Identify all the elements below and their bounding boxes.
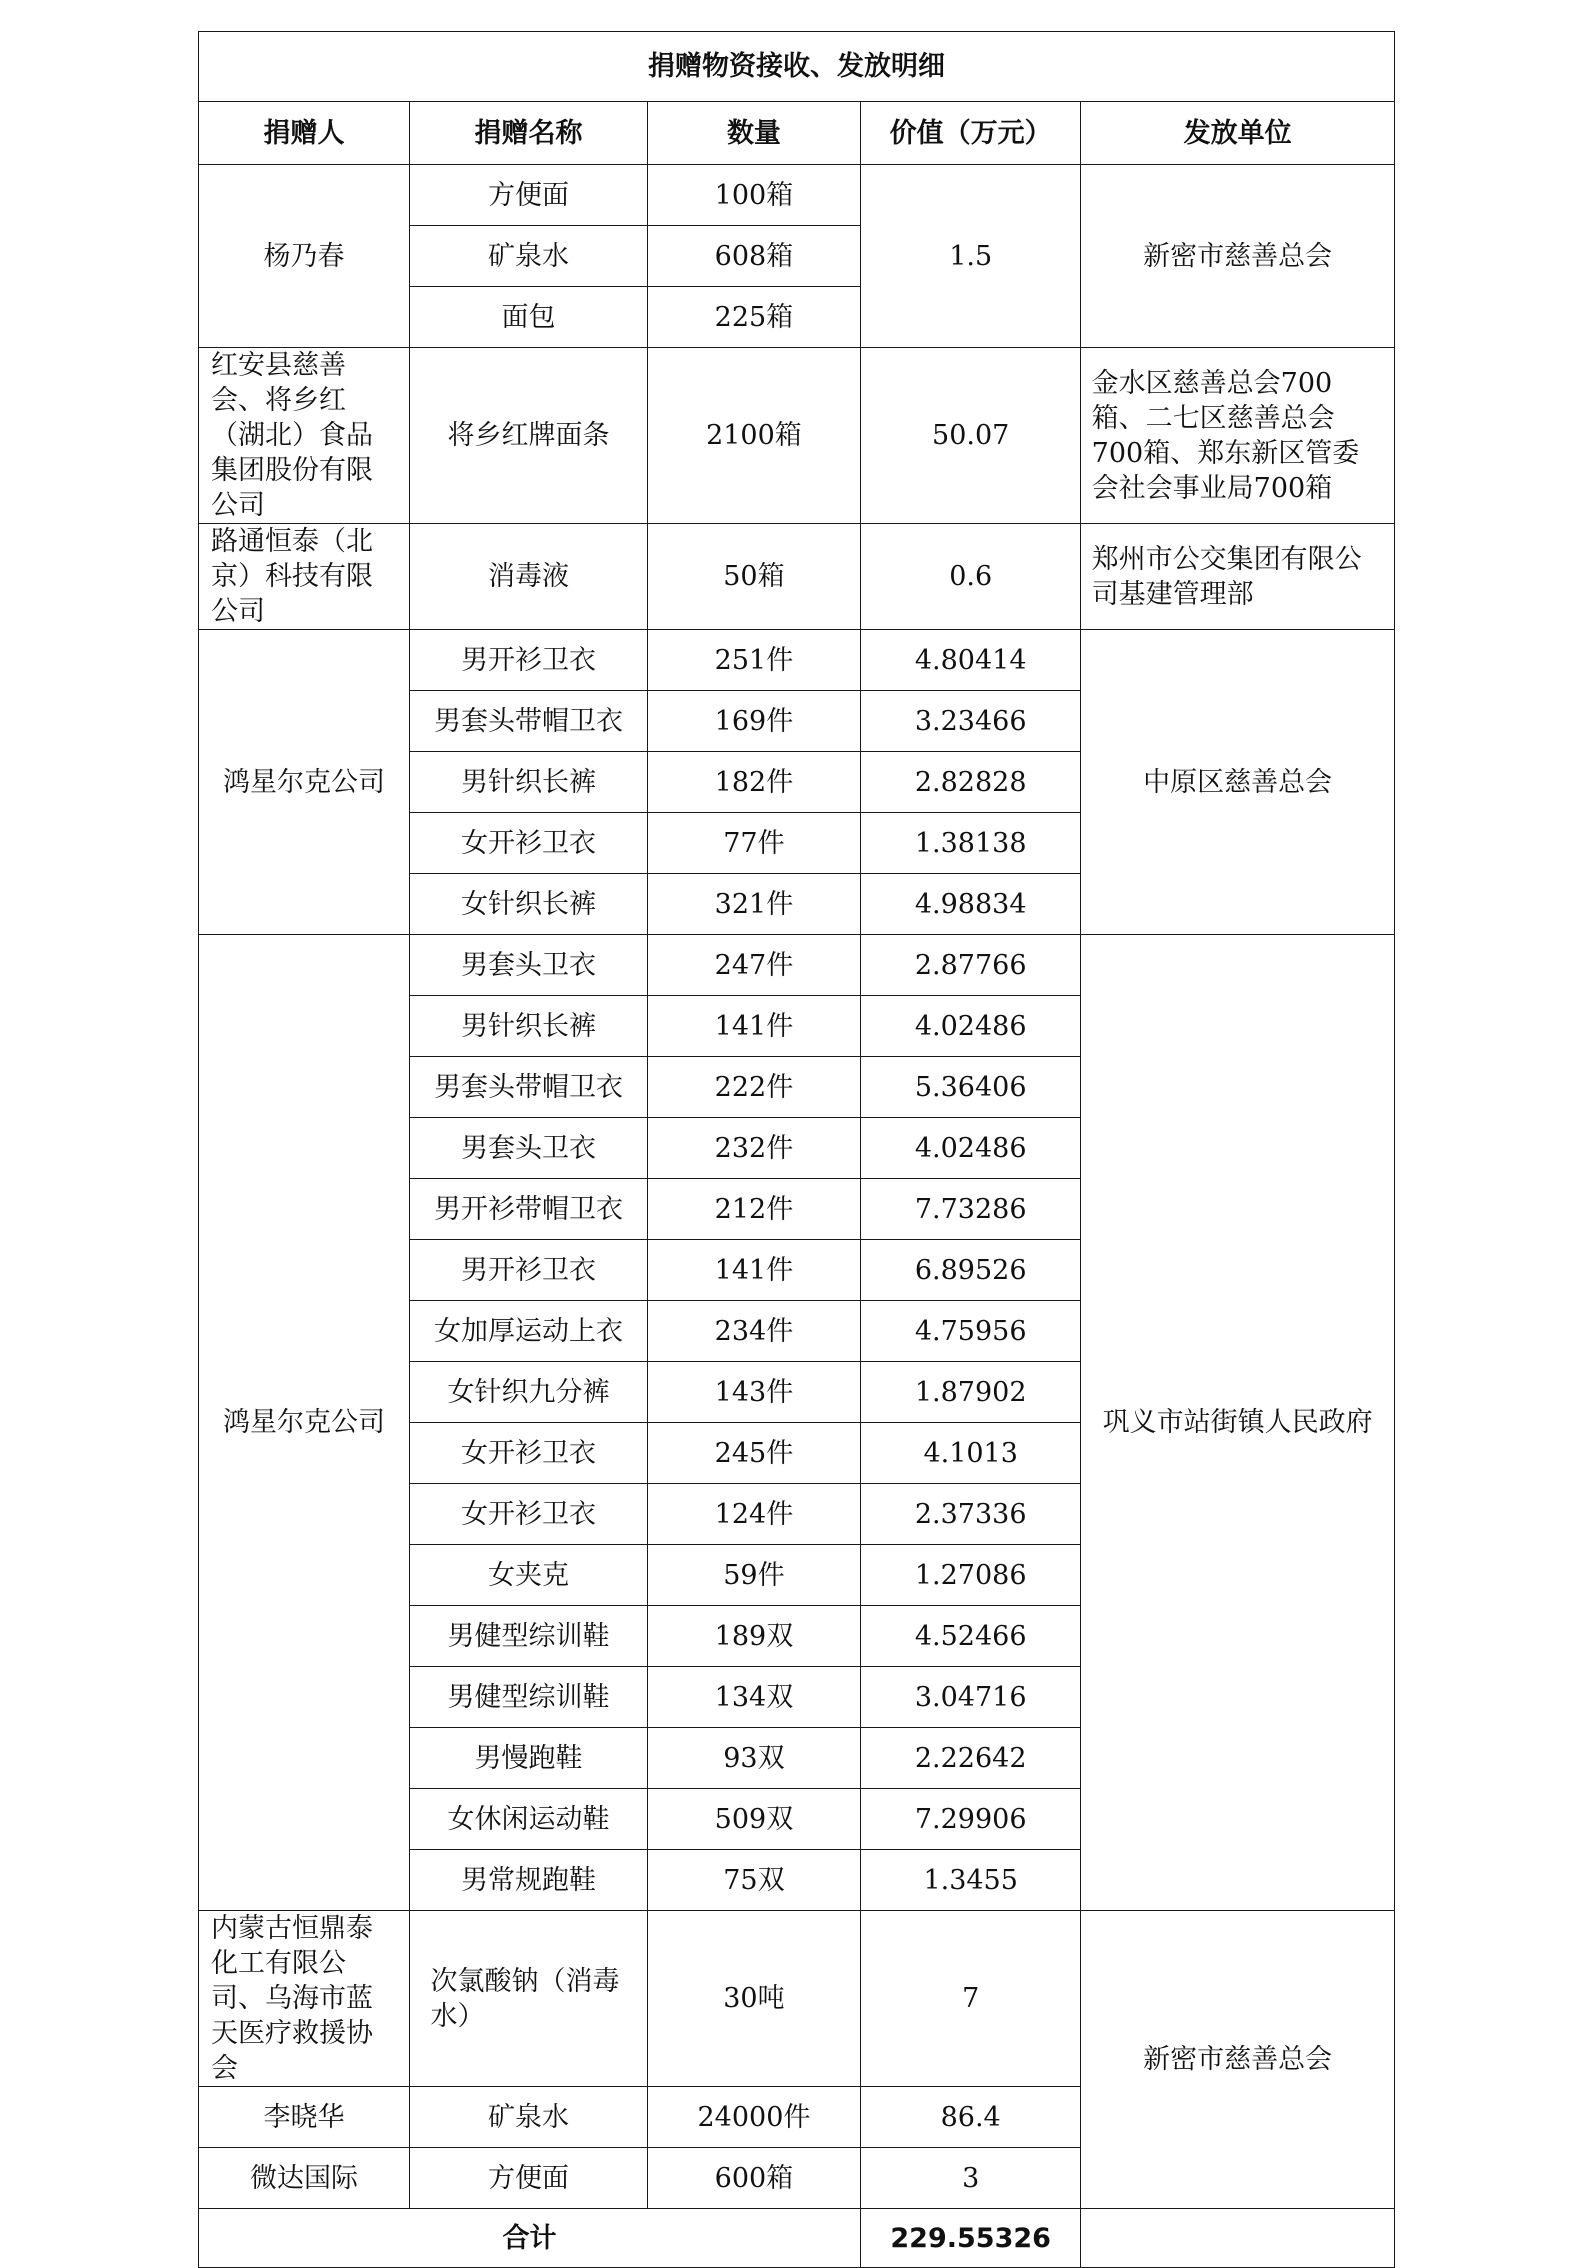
total-row bbox=[199, 2209, 1395, 2268]
qty-cell: 251件 bbox=[647, 630, 860, 691]
donor-cell bbox=[199, 524, 410, 630]
item-cell: 矿泉水 bbox=[410, 226, 648, 287]
recipient-cell bbox=[1081, 524, 1395, 630]
recipient-cell: 新密市慈善总会 bbox=[1081, 165, 1395, 348]
value-cell: 5.36406 bbox=[861, 1057, 1081, 1118]
item-cell: 男常规跑鞋 bbox=[410, 1850, 648, 1911]
value-cell: 2.82828 bbox=[861, 752, 1081, 813]
qty-cell: 247件 bbox=[647, 935, 860, 996]
table-row bbox=[199, 935, 1395, 996]
value-cell: 1.5 bbox=[861, 165, 1081, 348]
donation-table bbox=[198, 31, 1395, 2268]
header-qty: 数量 bbox=[647, 102, 860, 165]
donor-cell: 李晓华 bbox=[199, 2087, 410, 2148]
item-cell: 男健型综训鞋 bbox=[410, 1606, 648, 1667]
value-cell: 4.1013 bbox=[861, 1423, 1081, 1484]
value-cell: 4.02486 bbox=[861, 996, 1081, 1057]
donor-text: 内蒙古恒鼎泰化工有限公司、乌海市蓝天医疗救援协会 bbox=[211, 1913, 374, 2084]
value-cell: 50.07 bbox=[861, 348, 1081, 524]
header-recipient: 发放单位 bbox=[1081, 102, 1395, 165]
item-cell: 男针织长裤 bbox=[410, 752, 648, 813]
qty-cell: 24000件 bbox=[647, 2087, 860, 2148]
item-cell: 男套头带帽卫衣 bbox=[410, 1057, 648, 1118]
qty-cell: 509双 bbox=[647, 1789, 860, 1850]
qty-cell: 189双 bbox=[647, 1606, 860, 1667]
item-text: 次氯酸钠（消毒水） bbox=[430, 1965, 620, 2032]
value-cell: 2.37336 bbox=[861, 1484, 1081, 1545]
qty-cell: 30吨 bbox=[647, 1911, 860, 2087]
item-cell: 男套头带帽卫衣 bbox=[410, 691, 648, 752]
value-cell: 2.87766 bbox=[861, 935, 1081, 996]
item-cell: 男开衫卫衣 bbox=[410, 1240, 648, 1301]
value-cell: 1.27086 bbox=[861, 1545, 1081, 1606]
recipient-text: 郑州市公交集团有限公司基建管理部 bbox=[1091, 543, 1362, 610]
value-cell: 4.52466 bbox=[861, 1606, 1081, 1667]
item-cell: 女开衫卫衣 bbox=[410, 813, 648, 874]
qty-cell: 232件 bbox=[647, 1118, 860, 1179]
qty-cell: 75双 bbox=[647, 1850, 860, 1911]
item-cell: 面包 bbox=[410, 287, 648, 348]
recipient-cell: 中原区慈善总会 bbox=[1081, 630, 1395, 935]
qty-cell: 600箱 bbox=[647, 2148, 860, 2209]
qty-cell: 225箱 bbox=[647, 287, 860, 348]
value-cell: 6.89526 bbox=[861, 1240, 1081, 1301]
qty-cell: 212件 bbox=[647, 1179, 860, 1240]
item-cell: 女开衫卫衣 bbox=[410, 1423, 648, 1484]
total-label: 合计 bbox=[199, 2209, 861, 2268]
qty-cell: 245件 bbox=[647, 1423, 860, 1484]
qty-cell: 100箱 bbox=[647, 165, 860, 226]
table-row bbox=[199, 630, 1395, 691]
item-cell: 女针织长裤 bbox=[410, 874, 648, 935]
qty-cell: 50箱 bbox=[647, 524, 860, 630]
item-cell bbox=[410, 1911, 648, 2087]
item-cell: 方便面 bbox=[410, 165, 648, 226]
recipient-cell: 新密市慈善总会 bbox=[1081, 1911, 1395, 2209]
qty-cell: 234件 bbox=[647, 1301, 860, 1362]
value-cell: 4.80414 bbox=[861, 630, 1081, 691]
item-cell: 男开衫卫衣 bbox=[410, 630, 648, 691]
value-cell: 0.6 bbox=[861, 524, 1081, 630]
value-cell: 4.98834 bbox=[861, 874, 1081, 935]
donation-table-container bbox=[198, 31, 1395, 2268]
qty-cell: 143件 bbox=[647, 1362, 860, 1423]
item-cell: 男套头卫衣 bbox=[410, 1118, 648, 1179]
recipient-text: 金水区慈善总会700箱、二七区慈善总会700箱、郑东新区管委会社会事业局700箱 bbox=[1091, 367, 1360, 504]
item-cell: 女开衫卫衣 bbox=[410, 1484, 648, 1545]
header-value: 价值（万元） bbox=[861, 102, 1081, 165]
qty-cell: 141件 bbox=[647, 1240, 860, 1301]
recipient-cell: 巩义市站街镇人民政府 bbox=[1081, 935, 1395, 1911]
item-cell: 男慢跑鞋 bbox=[410, 1728, 648, 1789]
table-row bbox=[199, 348, 1395, 524]
value-cell: 3 bbox=[861, 2148, 1081, 2209]
total-empty-cell bbox=[1081, 2209, 1395, 2268]
item-cell: 将乡红牌面条 bbox=[410, 348, 648, 524]
value-cell: 2.22642 bbox=[861, 1728, 1081, 1789]
value-cell: 86.4 bbox=[861, 2087, 1081, 2148]
value-cell: 4.75956 bbox=[861, 1301, 1081, 1362]
table-row bbox=[199, 524, 1395, 630]
qty-cell: 182件 bbox=[647, 752, 860, 813]
donor-cell bbox=[199, 1911, 410, 2087]
donor-cell: 鸿星尔克公司 bbox=[199, 630, 410, 935]
qty-cell: 321件 bbox=[647, 874, 860, 935]
donor-text: 红安县慈善会、将乡红（湖北）食品集团股份有限公司 bbox=[211, 350, 374, 521]
donor-cell: 杨乃春 bbox=[199, 165, 410, 348]
qty-cell: 77件 bbox=[647, 813, 860, 874]
item-cell: 女休闲运动鞋 bbox=[410, 1789, 648, 1850]
item-cell: 男针织长裤 bbox=[410, 996, 648, 1057]
value-cell: 4.02486 bbox=[861, 1118, 1081, 1179]
donor-cell bbox=[199, 348, 410, 524]
qty-cell: 141件 bbox=[647, 996, 860, 1057]
recipient-cell bbox=[1081, 348, 1395, 524]
value-cell: 3.23466 bbox=[861, 691, 1081, 752]
value-cell: 1.38138 bbox=[861, 813, 1081, 874]
qty-cell: 222件 bbox=[647, 1057, 860, 1118]
qty-cell: 93双 bbox=[647, 1728, 860, 1789]
item-cell: 女加厚运动上衣 bbox=[410, 1301, 648, 1362]
item-cell: 男开衫带帽卫衣 bbox=[410, 1179, 648, 1240]
qty-cell: 59件 bbox=[647, 1545, 860, 1606]
table-title: 捐赠物资接收、发放明细 bbox=[199, 32, 1395, 102]
qty-cell: 134双 bbox=[647, 1667, 860, 1728]
table-row bbox=[199, 1911, 1395, 2087]
qty-cell: 124件 bbox=[647, 1484, 860, 1545]
total-value: 229.55326 bbox=[861, 2209, 1081, 2268]
item-cell: 女针织九分裤 bbox=[410, 1362, 648, 1423]
value-cell: 1.87902 bbox=[861, 1362, 1081, 1423]
value-cell: 7.29906 bbox=[861, 1789, 1081, 1850]
table-row bbox=[199, 165, 1395, 226]
qty-cell: 608箱 bbox=[647, 226, 860, 287]
value-cell: 7.73286 bbox=[861, 1179, 1081, 1240]
donor-text: 路通恒泰（北京）科技有限公司 bbox=[211, 526, 374, 627]
item-cell: 女夹克 bbox=[410, 1545, 648, 1606]
item-cell: 消毒液 bbox=[410, 524, 648, 630]
item-cell: 方便面 bbox=[410, 2148, 648, 2209]
item-cell: 男套头卫衣 bbox=[410, 935, 648, 996]
qty-cell: 2100箱 bbox=[647, 348, 860, 524]
value-cell: 1.3455 bbox=[861, 1850, 1081, 1911]
item-cell: 矿泉水 bbox=[410, 2087, 648, 2148]
header-donor: 捐赠人 bbox=[199, 102, 410, 165]
header-item: 捐赠名称 bbox=[410, 102, 648, 165]
value-cell: 3.04716 bbox=[861, 1667, 1081, 1728]
item-cell: 男健型综训鞋 bbox=[410, 1667, 648, 1728]
donor-cell: 微达国际 bbox=[199, 2148, 410, 2209]
value-cell: 7 bbox=[861, 1911, 1081, 2087]
donor-cell: 鸿星尔克公司 bbox=[199, 935, 410, 1911]
qty-cell: 169件 bbox=[647, 691, 860, 752]
